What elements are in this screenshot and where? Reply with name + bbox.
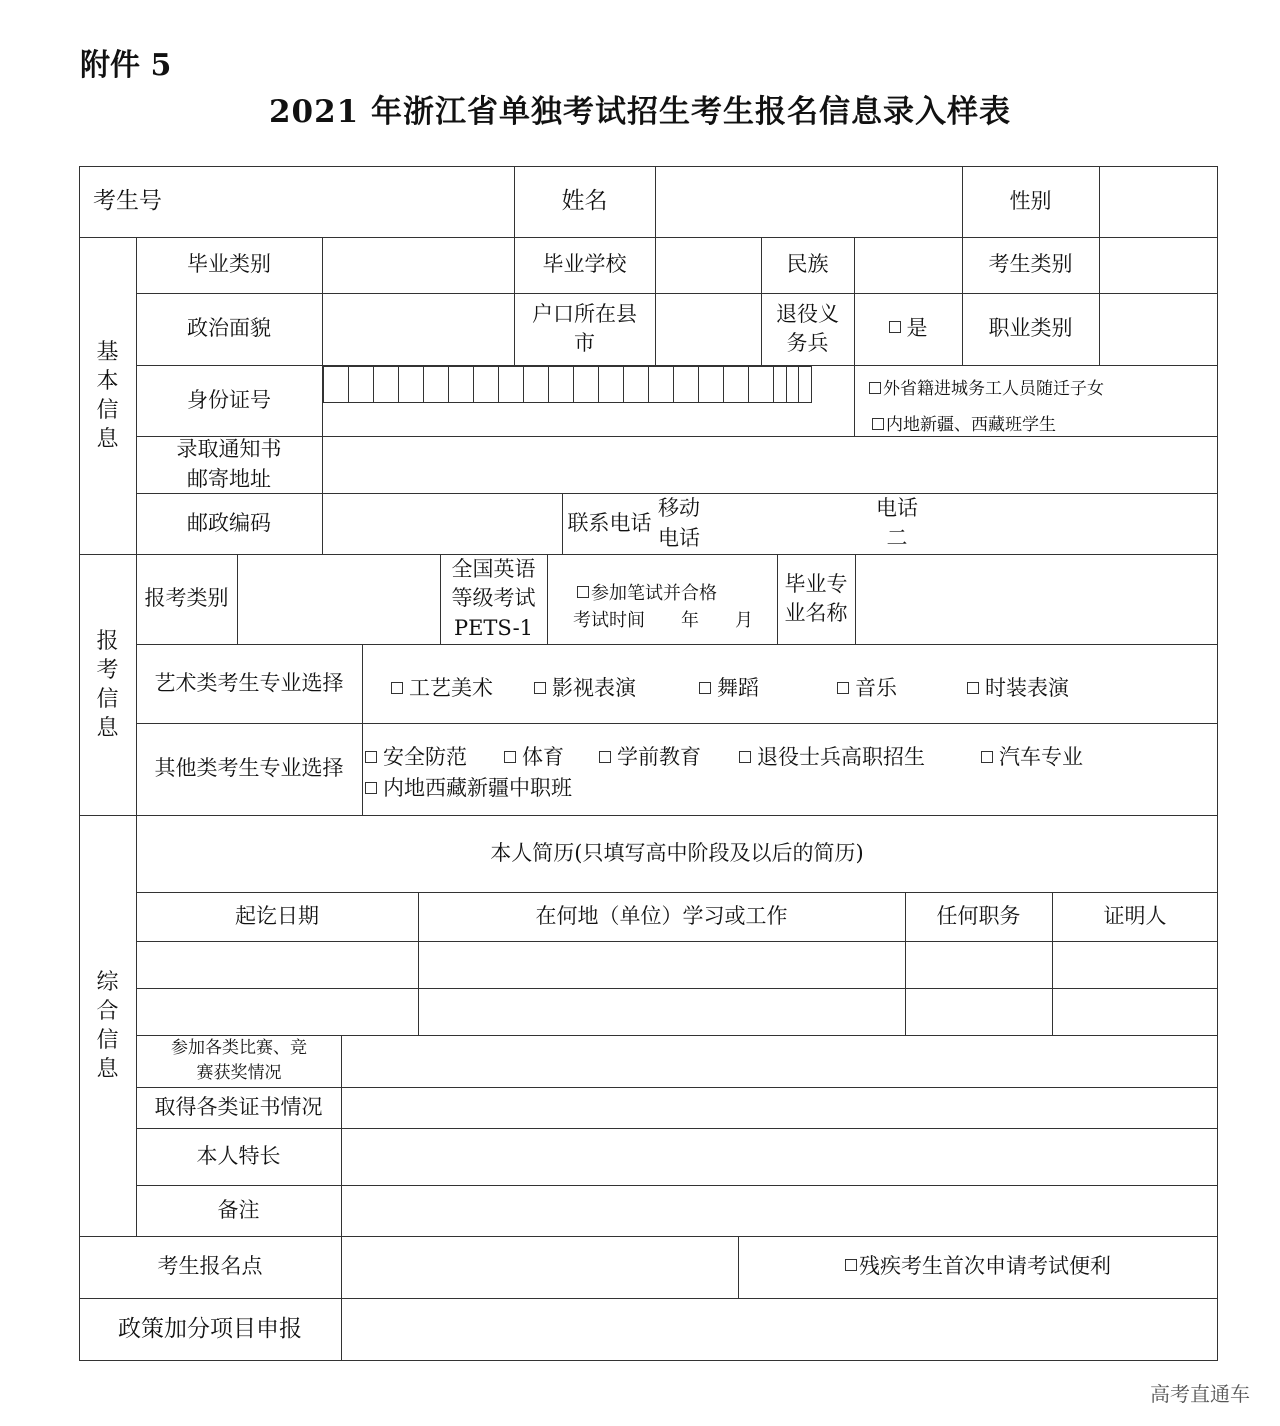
- id-digit-box[interactable]: [623, 366, 649, 403]
- section-apply: 报考信息: [96, 628, 119, 741]
- disability-option[interactable]: [738, 1236, 1218, 1298]
- id-digit-box[interactable]: [423, 366, 449, 403]
- id-digit-box[interactable]: [548, 366, 574, 403]
- checkbox-icon: [837, 682, 849, 694]
- grad-major-label: 毕业专业名称: [784, 571, 848, 625]
- pets-level: PETS-1: [453, 615, 534, 640]
- other-option[interactable]: [365, 772, 572, 802]
- other-option[interactable]: [599, 741, 701, 771]
- checkbox-icon: [739, 751, 751, 763]
- job-type-label: 职业类别: [988, 316, 1073, 341]
- id-digit-box[interactable]: [498, 366, 524, 403]
- section-basic: 基本信息: [96, 339, 119, 452]
- other-option-text: 学前教育: [617, 745, 701, 769]
- certificates-label: 取得各类证书情况: [154, 1094, 323, 1119]
- id-digit-box[interactable]: [673, 366, 699, 403]
- candidate-type-label: 考生类别: [988, 252, 1073, 277]
- id-digit-box[interactable]: [523, 366, 549, 403]
- pets-option[interactable]: [577, 579, 717, 605]
- exam-no-label: 考生号: [93, 188, 162, 215]
- id-digit-box[interactable]: [448, 366, 474, 403]
- other-option-text: 汽车专业: [999, 745, 1083, 769]
- other-option[interactable]: [365, 741, 467, 771]
- id-option-migrant[interactable]: [869, 374, 1104, 399]
- resume-title: 本人简历(只填写高中阶段及以后的简历): [490, 840, 864, 865]
- political-label: 政治面貌: [187, 316, 271, 341]
- ethnicity-label: 民族: [786, 252, 829, 277]
- checkbox-icon: [391, 682, 403, 694]
- id-digit-box[interactable]: [473, 366, 499, 403]
- checkbox-icon: [981, 751, 993, 763]
- art-option[interactable]: [534, 672, 636, 702]
- checkbox-icon: [699, 682, 711, 694]
- id-digit-box[interactable]: [573, 366, 599, 403]
- id-digit-box[interactable]: [323, 366, 349, 403]
- id-digit-box[interactable]: [598, 366, 624, 403]
- id-digit-box[interactable]: [723, 366, 749, 403]
- attachment-label: 附件 5: [80, 48, 172, 83]
- art-option[interactable]: [837, 672, 897, 702]
- checkbox-icon: [504, 751, 516, 763]
- resume-col-date: 起讫日期: [235, 903, 319, 928]
- veteran-yes-option[interactable]: [854, 293, 962, 365]
- id-digit-box[interactable]: [698, 366, 724, 403]
- grad-school-label: 毕业学校: [542, 252, 627, 277]
- other-option-text: 退役士兵高职招生: [757, 745, 925, 769]
- art-option-text: 影视表演: [552, 676, 636, 700]
- id-option-xinjiang-tibet-text: 内地新疆、西藏班学生: [886, 415, 1056, 435]
- gender-label: 性别: [1009, 188, 1052, 213]
- id-no-label: 身份证号: [187, 387, 271, 412]
- checkbox-icon: [599, 751, 611, 763]
- other-option[interactable]: [504, 741, 564, 771]
- checkbox-icon: [577, 586, 589, 598]
- art-option[interactable]: [967, 672, 1069, 702]
- registration-form: [79, 166, 1218, 1361]
- art-option[interactable]: [699, 672, 759, 702]
- checkbox-icon: [845, 1259, 857, 1271]
- checkbox-icon: [869, 382, 881, 394]
- id-digit-box[interactable]: [398, 366, 424, 403]
- other-option[interactable]: [981, 741, 1083, 771]
- pets-exam-time: 考试时间 年 月: [573, 610, 753, 631]
- contest-label: 参加各类比赛、竞赛获奖情况: [171, 1037, 307, 1083]
- disability-option-text: 残疾考生首次申请考试便利: [859, 1254, 1111, 1279]
- art-option-text: 舞蹈: [717, 676, 759, 700]
- art-major-label: 艺术类考生专业选择: [154, 670, 344, 695]
- postcode-label: 邮政编码: [187, 510, 271, 535]
- other-option[interactable]: [739, 741, 925, 771]
- checkbox-icon: [365, 782, 377, 794]
- id-digit-box[interactable]: [786, 366, 812, 403]
- specialty-label: 本人特长: [196, 1143, 281, 1168]
- other-major-label: 其他类考生专业选择: [154, 756, 344, 781]
- veteran-label: 退役义务兵: [776, 301, 839, 355]
- id-digit-box[interactable]: [348, 366, 374, 403]
- mobile-label: 移动电话: [658, 496, 700, 550]
- art-option-text: 时装表演: [985, 676, 1069, 700]
- pets-block: [440, 554, 547, 644]
- checkbox-icon: [872, 418, 884, 430]
- art-option[interactable]: [391, 672, 493, 702]
- id-digit-box[interactable]: [373, 366, 399, 403]
- registration-point-label: 考生报名点: [157, 1254, 263, 1279]
- resume-col-position: 任何职务: [936, 903, 1021, 928]
- checkbox-icon: [534, 682, 546, 694]
- art-option-text: 音乐: [855, 676, 897, 700]
- watermark: 高考直通车: [1150, 1382, 1250, 1406]
- checkbox-icon: [889, 321, 901, 333]
- checkbox-icon: [967, 682, 979, 694]
- id-digit-box[interactable]: [648, 366, 674, 403]
- pets-option-text: 参加笔试并合格: [591, 583, 717, 604]
- resume-col-place: 在何地（单位）学习或工作: [535, 903, 788, 928]
- id-option-xinjiang-tibet[interactable]: [872, 410, 1056, 435]
- mail-address-label: 录取通知书邮寄地址: [176, 437, 282, 491]
- checkbox-icon: [365, 751, 377, 763]
- id-option-migrant-text: 外省籍进城务工人员随迁子女: [883, 379, 1104, 399]
- id-digit-box[interactable]: [748, 366, 774, 403]
- remarks-label: 备注: [217, 1197, 260, 1222]
- resume-col-witness: 证明人: [1103, 903, 1167, 928]
- phone2-label: 电话二: [876, 496, 918, 550]
- apply-type-label: 报考类别: [144, 586, 229, 611]
- contact-phone-label: 联系电话: [567, 510, 652, 535]
- other-option-text: 内地西藏新疆中职班: [383, 776, 572, 800]
- section-general: 综合信息: [96, 969, 119, 1082]
- art-option-text: 工艺美术: [409, 676, 493, 700]
- policy-bonus-label: 政策加分项目申报: [118, 1315, 302, 1342]
- other-option-text: 安全防范: [383, 745, 467, 769]
- grad-type-label: 毕业类别: [187, 252, 271, 277]
- pets-label: 全国英语等级考试: [451, 556, 536, 611]
- other-option-text: 体育: [522, 745, 564, 769]
- hukou-label: 户口所在县市: [532, 301, 637, 355]
- veteran-yes-text: 是: [906, 316, 928, 341]
- name-label: 姓名: [561, 188, 608, 215]
- page-title: 2021 年浙江省单独考试招生考生报名信息录入样表: [268, 94, 1012, 130]
